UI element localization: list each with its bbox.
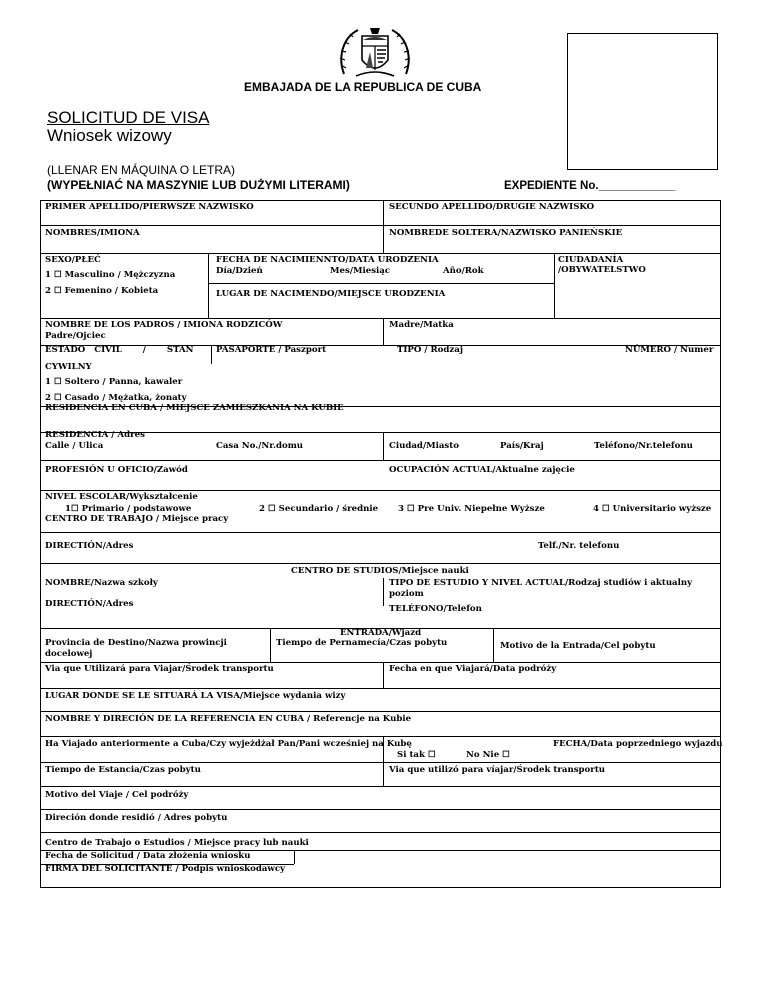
via-utilizo-label: Via que utilizó para víajar/Środek transportu (389, 765, 606, 775)
tiempo-estancia-label: Tiempo de Estancia/Czas pobytu (45, 765, 201, 775)
profesion-label: PROFESIÓN U OFICIO/Zawód (45, 465, 188, 475)
pasaporte-tipo-label: TIPO / Rodzaj (397, 345, 463, 355)
via-label: Via que Utilizará para Viajar/Środek transportu (45, 664, 274, 674)
calle-label: Calle / Ulica (45, 441, 104, 451)
madre-label: Madre/Matka (389, 320, 454, 330)
firma-label: FIRMA DEL SOLICITANTE / Podpis wnioskodawcy (45, 864, 286, 874)
segundo-apellido-label: SECUNDO APELLIDO/DRUGIE NAZWISKO (389, 202, 595, 212)
tiempo-permanencia-label: Tiempo de Pernamecía/Czas pobytu (276, 638, 448, 648)
ciudad-label: Ciudad/Miasto (389, 441, 459, 451)
fecha-nacimiento-label: FECHA DE NACIMIENNTO/DATA URODZENIA (216, 255, 439, 265)
padre-label: Padre/Ojciec (45, 331, 106, 341)
fecha-viaje-label: Fecha en que Viajará/Data podróży (389, 664, 557, 674)
sexo-femenino-option[interactable]: 2 ☐ Femenino / Kobieta (45, 286, 159, 296)
soltera-label: NOMBREDE SOLTERA/NAZWISKO PANIEŃSKIE (389, 228, 623, 238)
primer-apellido-label: PRIMER APELLIDO/PIERWSZE NAZWISKO (45, 202, 254, 212)
instructions-pl: (WYPEŁNIAĆ NA MASZYNIE LUB DUŻYMI LITERAMI) (47, 178, 350, 192)
padres-label: NOMBRE DE LOS PADROS / IMIONA RODZICÓW (45, 320, 283, 330)
dia-label: Día/Dzień (216, 266, 263, 276)
coat-of-arms-emblem (336, 24, 414, 80)
provincia-label-2: docelowej (45, 649, 93, 659)
obywatelstwo-label: /OBYWATELSTWO (558, 265, 646, 275)
telefono-label: Teléfono/Nr.telefonu (594, 441, 693, 451)
casa-label: Casa No./Nr.domu (216, 441, 304, 451)
direcion-residio-label: Direción donde residió / Adres pobytu (45, 813, 228, 823)
centro-estudios-label: CENTRO DE STUDIOS/Miejsce nauki (291, 566, 469, 576)
embassy-name: EMBAJADA DE LA REPUBLICA DE CUBA (244, 80, 482, 94)
nombres-label: NOMBRES/IMIONA (45, 228, 140, 238)
ano-label: Año/Rok (443, 266, 484, 276)
pasaporte-label: PASAPORTE / Paszport (216, 345, 327, 355)
residencia-label: RESIDENCIA / Adres (45, 430, 145, 440)
nivel-primario-option[interactable]: 1☐ Primario / podstawowe (65, 504, 192, 514)
nivel-universitario-option[interactable]: 4 ☐ Universitario wyższe (593, 504, 712, 514)
motivo-viaje-label: Motivo del Viaje / Cel podróży (45, 790, 189, 800)
fecha-solicitud-label: Fecha de Solicitud / Data złożenia wniosku (45, 851, 251, 861)
no-option[interactable]: No Nie ☐ (466, 750, 510, 760)
lugar-nacimiento-label: LUGAR DE NACIMENDO/MIEJSCE URODZENIA (216, 289, 446, 299)
telefono-escuela-label: TELÉFONO/Telefon (389, 604, 482, 614)
centro-estudios-prev-label: Centro de Trabajo o Estudios / Miejsce pracy lub nauki (45, 838, 309, 848)
expediente-blank[interactable]: ____________ (598, 180, 676, 192)
instructions-es: (LLENAR EN MÁQUINA O LETRA) (47, 163, 236, 177)
telf-label: Telf./Nr. telefonu (538, 541, 620, 551)
si-option[interactable]: Si tak ☐ (397, 750, 436, 760)
soltero-option[interactable]: 1 ☐ Soltero / Panna, kawaler (45, 377, 183, 387)
lugar-visa-label: LUGAR DONDE SE LE SITUARÁ LA VISA/Miejsce wydania wizy (45, 691, 346, 701)
cywilny-label: CYWILNY (45, 362, 92, 372)
sexo-label: SEXO/PŁEĆ (45, 255, 101, 265)
sexo-masculino-option[interactable]: 1 ☐ Masculino / Mężczyzna (45, 270, 176, 280)
pais-label: País/Kraj (500, 441, 544, 451)
tipo-estudio-label-2: poziom (389, 589, 424, 599)
ciudadania-label: CIUDADANÍA (558, 255, 624, 265)
direction-escuela-label: DIRECTIÓN/Adres (45, 599, 134, 609)
residencia-cuba-label: RESIDENCIA EN CUBA / MIEJSCE ZAMIESZKANIA NA KUBIE (45, 403, 344, 413)
nivel-escolar-label: NIVEL ESCOLAR/Wykształcenie (45, 492, 198, 502)
centro-trabajo-label: CENTRO DE TRABAJO / Miejsce pracy (45, 514, 229, 524)
direction-label: DIRECTIÓN/Adres (45, 541, 134, 551)
fecha-previa-label: FECHA/Data poprzedniego wyjazdu (553, 739, 723, 749)
pasaporte-numero-label: NÚMERO / Numer (625, 345, 714, 355)
referencia-label: NOMBRE Y DIRECIÓN DE LA REFERENCIA EN CUBA / Referencje na Kubie (45, 714, 412, 724)
nombre-escuela-label: NOMBRE/Nazwa szkoły (45, 578, 158, 588)
tipo-estudio-label: TIPO DE ESTUDIO Y NIVEL ACTUAL/Rodzaj studiów i aktualny (389, 578, 693, 588)
casado-option[interactable]: 2 ☐ Casado / Mężatka, żonaty (45, 393, 187, 403)
title-pl: Wniosek wizowy (47, 126, 172, 145)
expediente-label: EXPEDIENTE No.____________ (504, 180, 676, 192)
ha-viajado-label: Ha Viajado anteriormente a Cuba/Czy wyjeżdżał Pan/Pani wcześniej na Kubę (45, 739, 412, 749)
motivo-entrada-label: Motivo de la Entrada/Cel pobytu (500, 641, 656, 651)
entrada-label: ENTRADA/Wjazd (340, 628, 422, 638)
title-es: SOLICITUD DE VISA (47, 108, 210, 127)
provincia-label: Provincia de Destino/Nazwa prowincji (45, 638, 227, 648)
nivel-pre-univ-option[interactable]: 3 ☐ Pre Univ. Niepełne Wyższe (398, 504, 545, 514)
mes-label: Mes/Miesiąc (330, 266, 391, 276)
ocupacion-label: OCUPACIÓN ACTUAL/Aktualne zajęcie (389, 465, 575, 475)
photo-box[interactable] (567, 33, 718, 170)
nivel-secundario-option[interactable]: 2 ☐ Secundario / średnie (259, 504, 379, 514)
estado-civil-label: ESTADO CIVIL / STAN (45, 345, 194, 355)
